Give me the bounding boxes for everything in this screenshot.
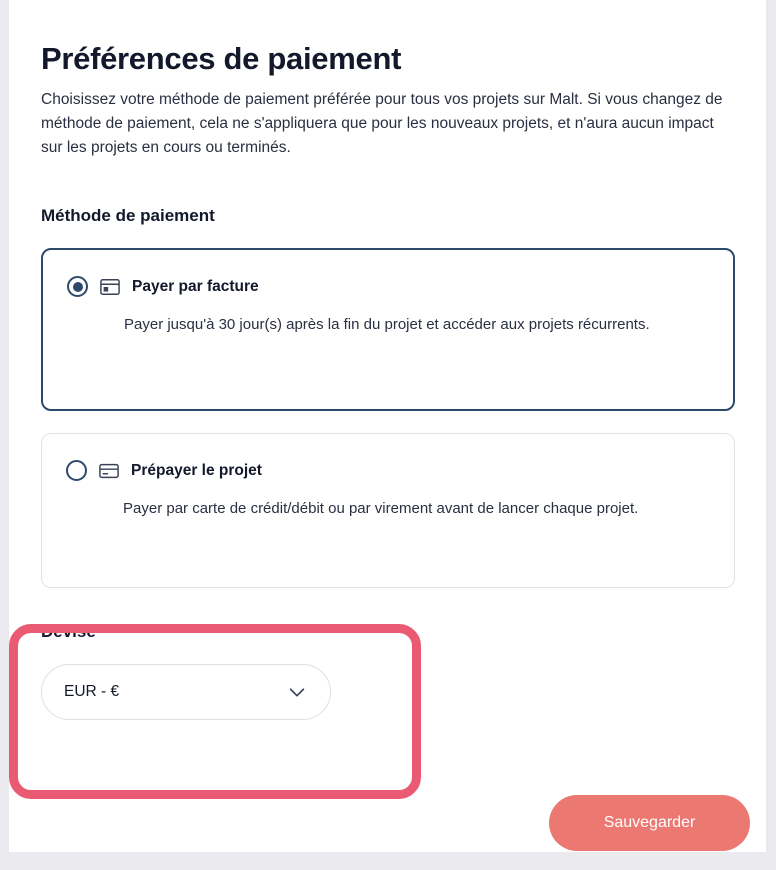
currency-select-value: EUR - € [64, 683, 120, 700]
radio-invoice[interactable] [67, 276, 88, 297]
left-gutter [0, 0, 9, 870]
credit-card-icon [98, 461, 120, 481]
payment-option-prepay-header [66, 460, 710, 481]
payment-option-invoice-description: Payer jusqu'à 30 jour(s) après la fin du projet et accéder aux projets récurrents. [124, 316, 650, 333]
invoice-icon [99, 277, 121, 297]
radio-prepay[interactable] [66, 460, 87, 481]
page-title: Préférences de paiement [41, 41, 402, 76]
main-content [41, 40, 735, 720]
right-gutter [766, 0, 776, 870]
chevron-down-icon [286, 681, 308, 703]
bottom-gutter [0, 852, 776, 870]
save-button[interactable]: Sauvegarder [549, 795, 750, 851]
payment-option-invoice-header [67, 276, 709, 297]
currency-section-title: Devise [41, 622, 96, 641]
payment-option-invoice[interactable] [41, 248, 735, 411]
payment-option-invoice-label: Payer par facture [132, 277, 259, 295]
payment-option-prepay[interactable] [41, 433, 735, 588]
payment-option-prepay-description: Payer par carte de crédit/débit ou par virement avant de lancer chaque projet. [123, 500, 639, 517]
currency-select[interactable] [41, 664, 331, 720]
currency-section [41, 622, 735, 720]
payment-method-section-title: Méthode de paiement [41, 206, 215, 225]
payment-option-prepay-label: Prépayer le projet [131, 461, 262, 479]
page-subtitle: Choisissez votre méthode de paiement préférée pour tous vos projets sur Malt. Si vous changez de méthode de paiement, cela ne s'appliquera que pour les nouveaux projets, et n'aura aucun impact sur les projets en cours ou terminés. [41, 91, 723, 156]
